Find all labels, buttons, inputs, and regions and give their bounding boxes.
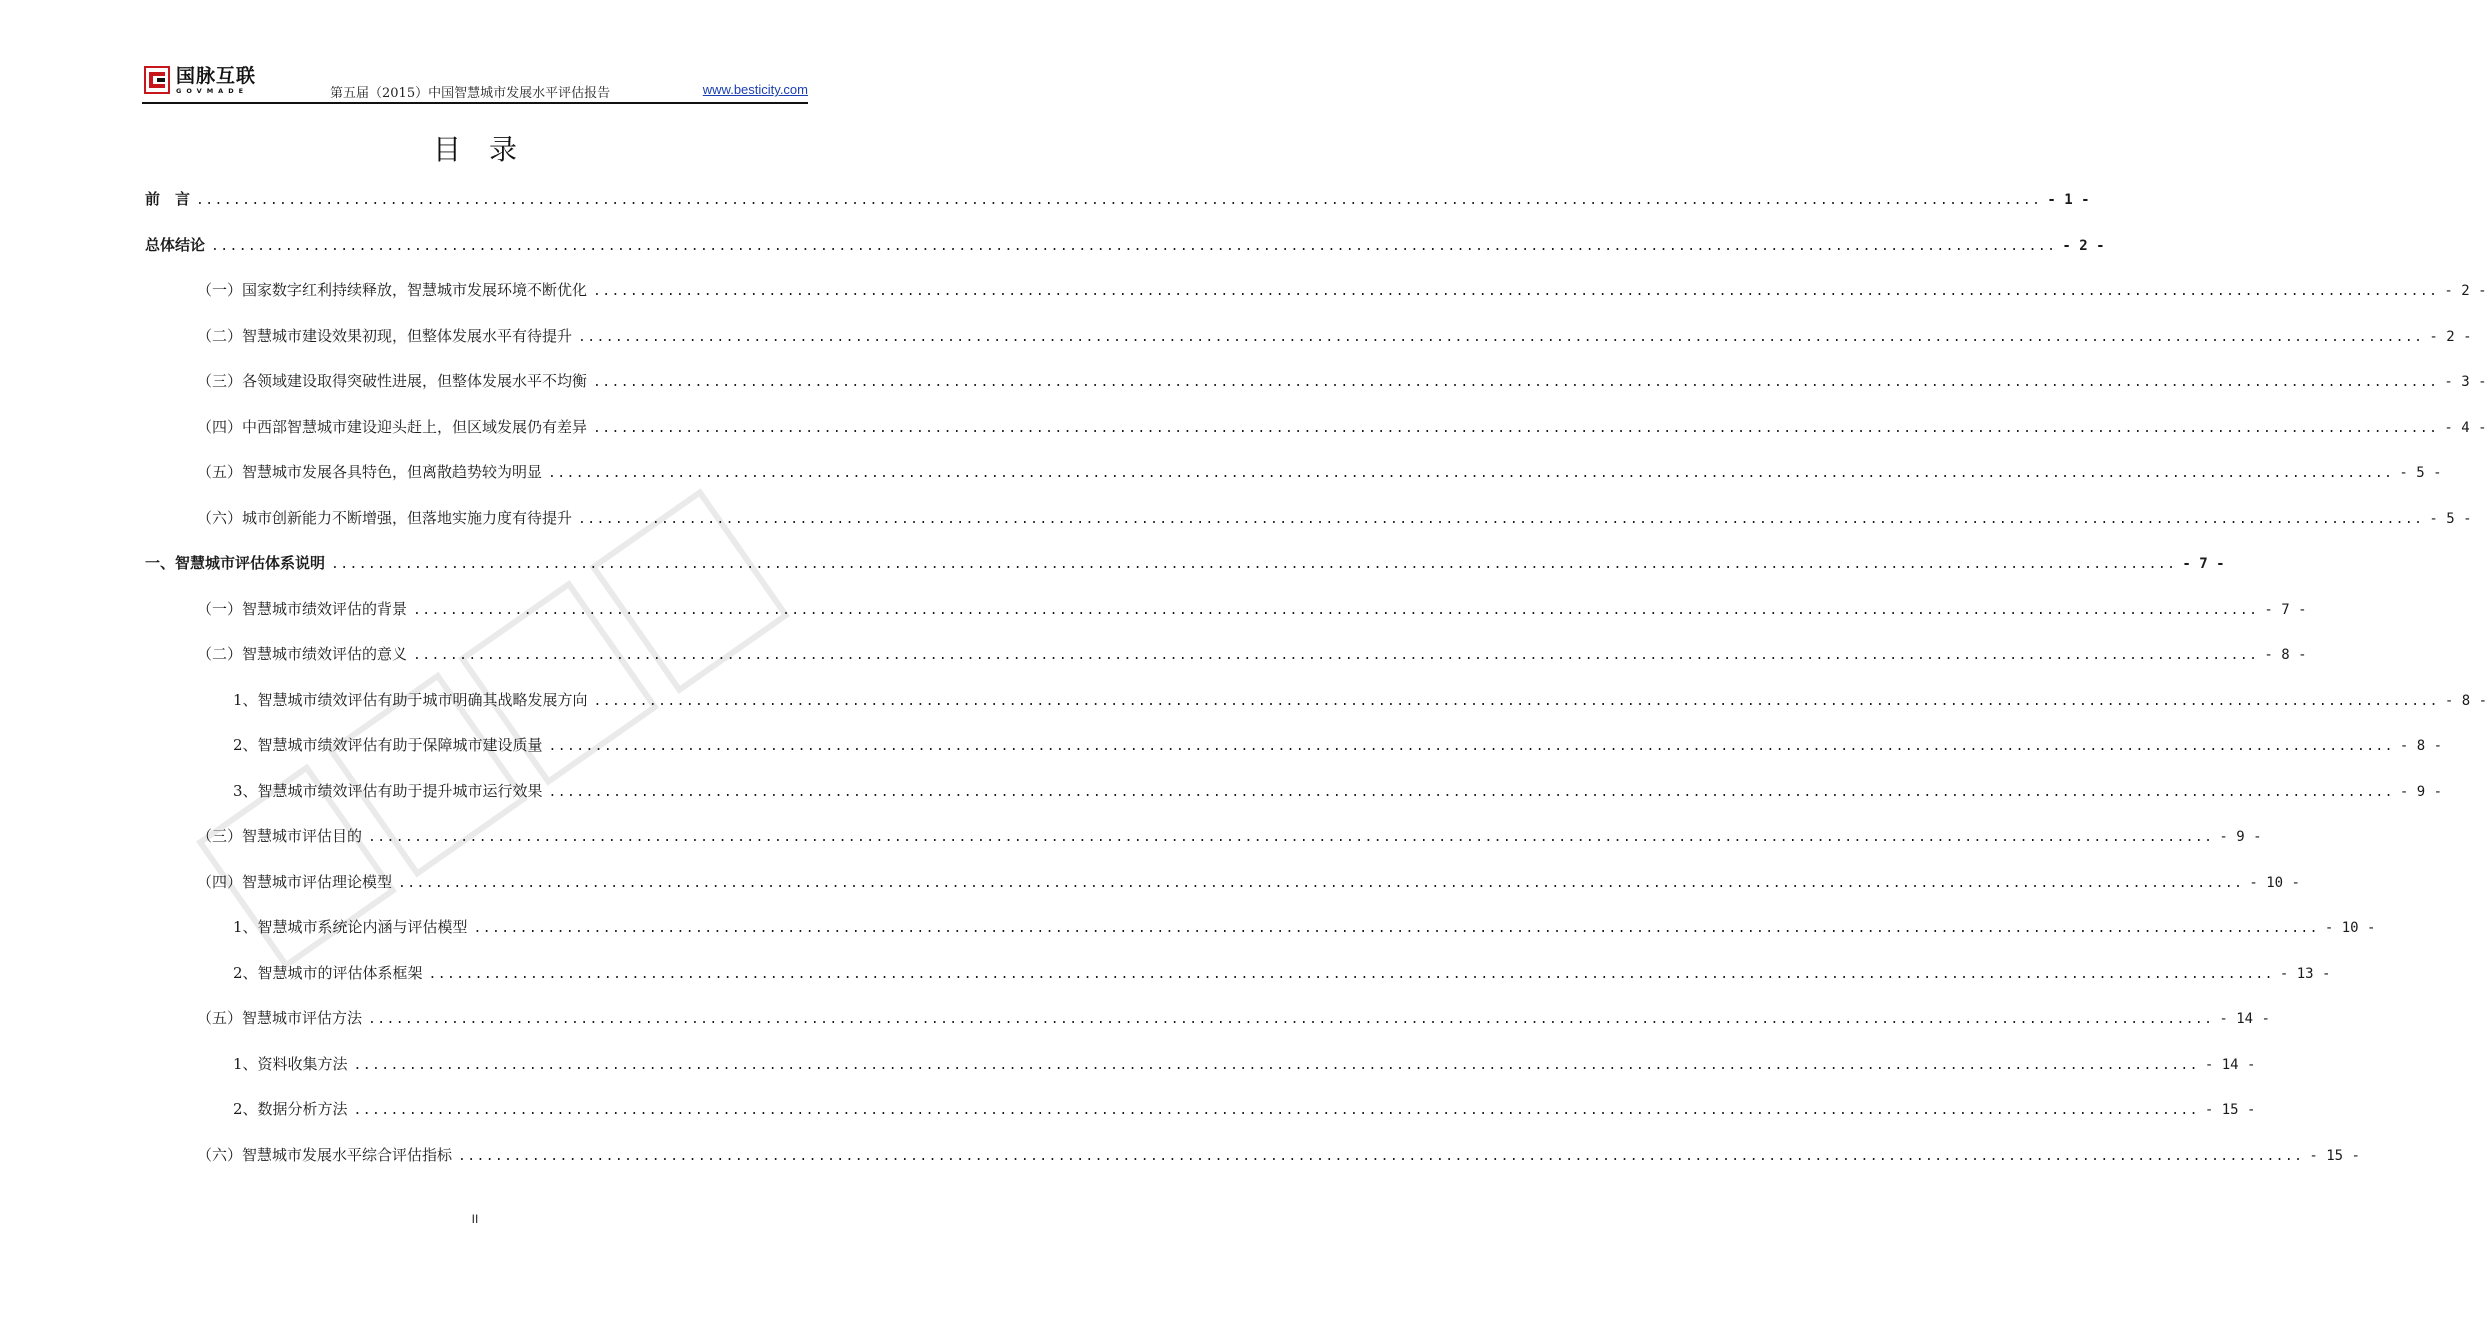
toc-entry-label: （一）国家数字红利持续释放，智慧城市发展环境不断优化 — [197, 281, 588, 299]
toc-leader-dots: ........................................................................................................................................................................................................ — [578, 511, 2424, 527]
toc-entry-label: 2、智慧城市绩效评估有助于保障城市建设质量 — [233, 736, 543, 754]
logo-cn-text: 国脉互联 — [176, 65, 257, 87]
toc-entry[interactable] — [233, 689, 2487, 711]
toc-leader-dots: ........................................................................................................................................................................................................ — [458, 1148, 2304, 1164]
toc-leader-dots: ........................................................................................................................................................................................................ — [413, 648, 2259, 663]
toc-entry-page: - 10 - — [2249, 874, 2300, 891]
toc-entry-page: - 14 - — [2204, 1056, 2256, 1073]
toc-entry-label: 总体结论 — [145, 235, 206, 254]
toc-leader-dots: ........................................................................................................................................................................................................ — [548, 739, 2394, 754]
toc-entry-page: - 10 - — [2324, 920, 2376, 936]
toc-entry-page: - 7 - — [2264, 601, 2307, 618]
toc-leader-dots: ........................................................................................................................................................................................................ — [398, 875, 2244, 891]
toc-entry[interactable] — [233, 1053, 2256, 1075]
toc-entry-label: （五）智慧城市评估方法 — [197, 1009, 363, 1027]
toc-entry-page: - 2 - — [2429, 328, 2472, 345]
toc-entry-page: - 15 - — [2204, 1102, 2256, 1118]
toc-entry-label: 2、智慧城市的评估体系框架 — [233, 963, 423, 982]
toc-leader-dots: ........................................................................................................................................................................................................ — [593, 375, 2439, 390]
toc-entry-label: （一）智慧城市绩效评估的背景 — [197, 599, 408, 618]
toc-leader-dots: ........................................................................................................................................................................................................ — [578, 329, 2424, 345]
toc-entry[interactable] — [197, 598, 2307, 620]
toc-entry[interactable] — [197, 1144, 2360, 1166]
toc-entry-label: 2、数据分析方法 — [233, 1100, 348, 1118]
logo-en-text: GOVMADE — [176, 87, 249, 95]
toc-entry[interactable] — [197, 1007, 2270, 1029]
toc-entry-page: - 8 - — [2264, 647, 2307, 663]
toc-entry[interactable] — [233, 1098, 2256, 1120]
toc-entry-page: - 5 - — [2429, 510, 2472, 527]
toc-entry-label: 3、智慧城市绩效评估有助于提升城市运行效果 — [233, 781, 543, 800]
toc-leader-dots: ........................................................................................................................................................................................................ — [413, 602, 2259, 618]
toc-leader-dots: ........................................................................................................................................................................................................ — [196, 193, 2042, 208]
toc-entry-page: - 15 - — [2309, 1147, 2360, 1164]
page-title: 目录 — [432, 133, 545, 166]
toc-leader-dots: ........................................................................................................................................................................................................ — [593, 420, 2439, 436]
toc-leader-dots: ........................................................................................................................................................................................................ — [473, 921, 2319, 936]
toc-entry[interactable] — [197, 325, 2472, 347]
toc-leader-dots: ........................................................................................................................................................................................................ — [331, 557, 2177, 572]
toc-entry-page: - 9 - — [2219, 829, 2262, 845]
toc-entry[interactable] — [197, 416, 2487, 438]
toc-entry-page: - 13 - — [2279, 965, 2331, 982]
toc-entry[interactable] — [197, 871, 2300, 893]
toc-entry[interactable] — [197, 370, 2487, 392]
toc-entry-page: - 8 - — [2444, 692, 2487, 709]
toc-entry[interactable] — [145, 552, 2225, 574]
toc-entry-label: （二）智慧城市绩效评估的意义 — [197, 645, 408, 663]
toc-entry-label: （四）中西部智慧城市建设迎头赶上，但区域发展仍有差异 — [197, 417, 588, 436]
toc-leader-dots: ........................................................................................................................................................................................................ — [548, 466, 2394, 481]
toc-entry[interactable] — [233, 962, 2331, 984]
toc-leader-dots: ........................................................................................................................................................................................................ — [353, 1057, 2199, 1073]
toc-entry[interactable] — [233, 916, 2376, 938]
toc-entry[interactable] — [197, 643, 2307, 665]
toc-entry-label: （六）智慧城市发展水平综合评估指标 — [197, 1145, 453, 1164]
report-title: 第五届（2015）中国智慧城市发展水平评估报告 — [330, 86, 611, 101]
toc-entry-label: 1、资料收集方法 — [233, 1054, 348, 1073]
toc-entry[interactable] — [197, 279, 2487, 301]
toc-leader-dots: ........................................................................................................................................................................................................ — [368, 830, 2214, 845]
toc-entry-page: - 1 - — [2047, 192, 2090, 208]
toc-entry-label: （二）智慧城市建设效果初现，但整体发展水平有待提升 — [197, 326, 573, 345]
toc-leader-dots: ........................................................................................................................................................................................................ — [211, 238, 2057, 254]
toc-entry-label: 1、智慧城市系统论内涵与评估模型 — [233, 918, 468, 936]
toc-entry-page: - 4 - — [2444, 419, 2487, 436]
toc-entry-label: （六）城市创新能力不断增强，但落地实施力度有待提升 — [197, 508, 573, 527]
toc-leader-dots: ........................................................................................................................................................................................................ — [593, 693, 2439, 709]
toc-entry-label: （三）各领域建设取得突破性进展，但整体发展水平不均衡 — [197, 372, 588, 390]
toc-leader-dots: ........................................................................................................................................................................................................ — [368, 1012, 2214, 1027]
toc-entry-page: - 8 - — [2399, 738, 2443, 754]
toc-entry-page: - 7 - — [2182, 556, 2225, 572]
toc-entry-label: 1、智慧城市绩效评估有助于城市明确其战略发展方向 — [233, 690, 588, 709]
page-number: II — [471, 1212, 479, 1226]
toc-entry-label: （五）智慧城市发展各具特色，但离散趋势较为明显 — [197, 463, 543, 481]
toc-entry-page: - 9 - — [2399, 783, 2443, 800]
toc-entry[interactable] — [197, 461, 2442, 483]
toc-entry-page: - 5 - — [2399, 465, 2442, 481]
toc-entry-label: （四）智慧城市评估理论模型 — [197, 872, 393, 891]
toc-entry[interactable] — [197, 825, 2262, 847]
toc-entry-label: 前 言 — [145, 190, 191, 208]
toc-entry[interactable] — [197, 507, 2472, 529]
toc-entry[interactable] — [233, 780, 2443, 802]
toc-leader-dots: ........................................................................................................................................................................................................ — [428, 966, 2274, 982]
toc-entry-label: 一、智慧城市评估体系说明 — [145, 554, 326, 572]
toc-entry[interactable] — [145, 234, 2105, 256]
toc-entry[interactable] — [233, 734, 2443, 756]
website-link[interactable]: www.besticity.com — [702, 82, 808, 97]
toc-leader-dots: ........................................................................................................................................................................................................ — [593, 284, 2439, 299]
toc-leader-dots: ........................................................................................................................................................................................................ — [548, 784, 2394, 800]
toc-entry-page: - 2 - — [2062, 237, 2105, 254]
toc-entry-page: - 14 - — [2219, 1011, 2270, 1027]
toc-entry-page: - 3 - — [2444, 374, 2487, 390]
toc-leader-dots: ........................................................................................................................................................................................................ — [353, 1103, 2199, 1118]
toc-entry-page: - 2 - — [2444, 283, 2487, 299]
toc-entry[interactable] — [145, 188, 2090, 210]
toc-entry-label: （三）智慧城市评估目的 — [197, 827, 363, 845]
